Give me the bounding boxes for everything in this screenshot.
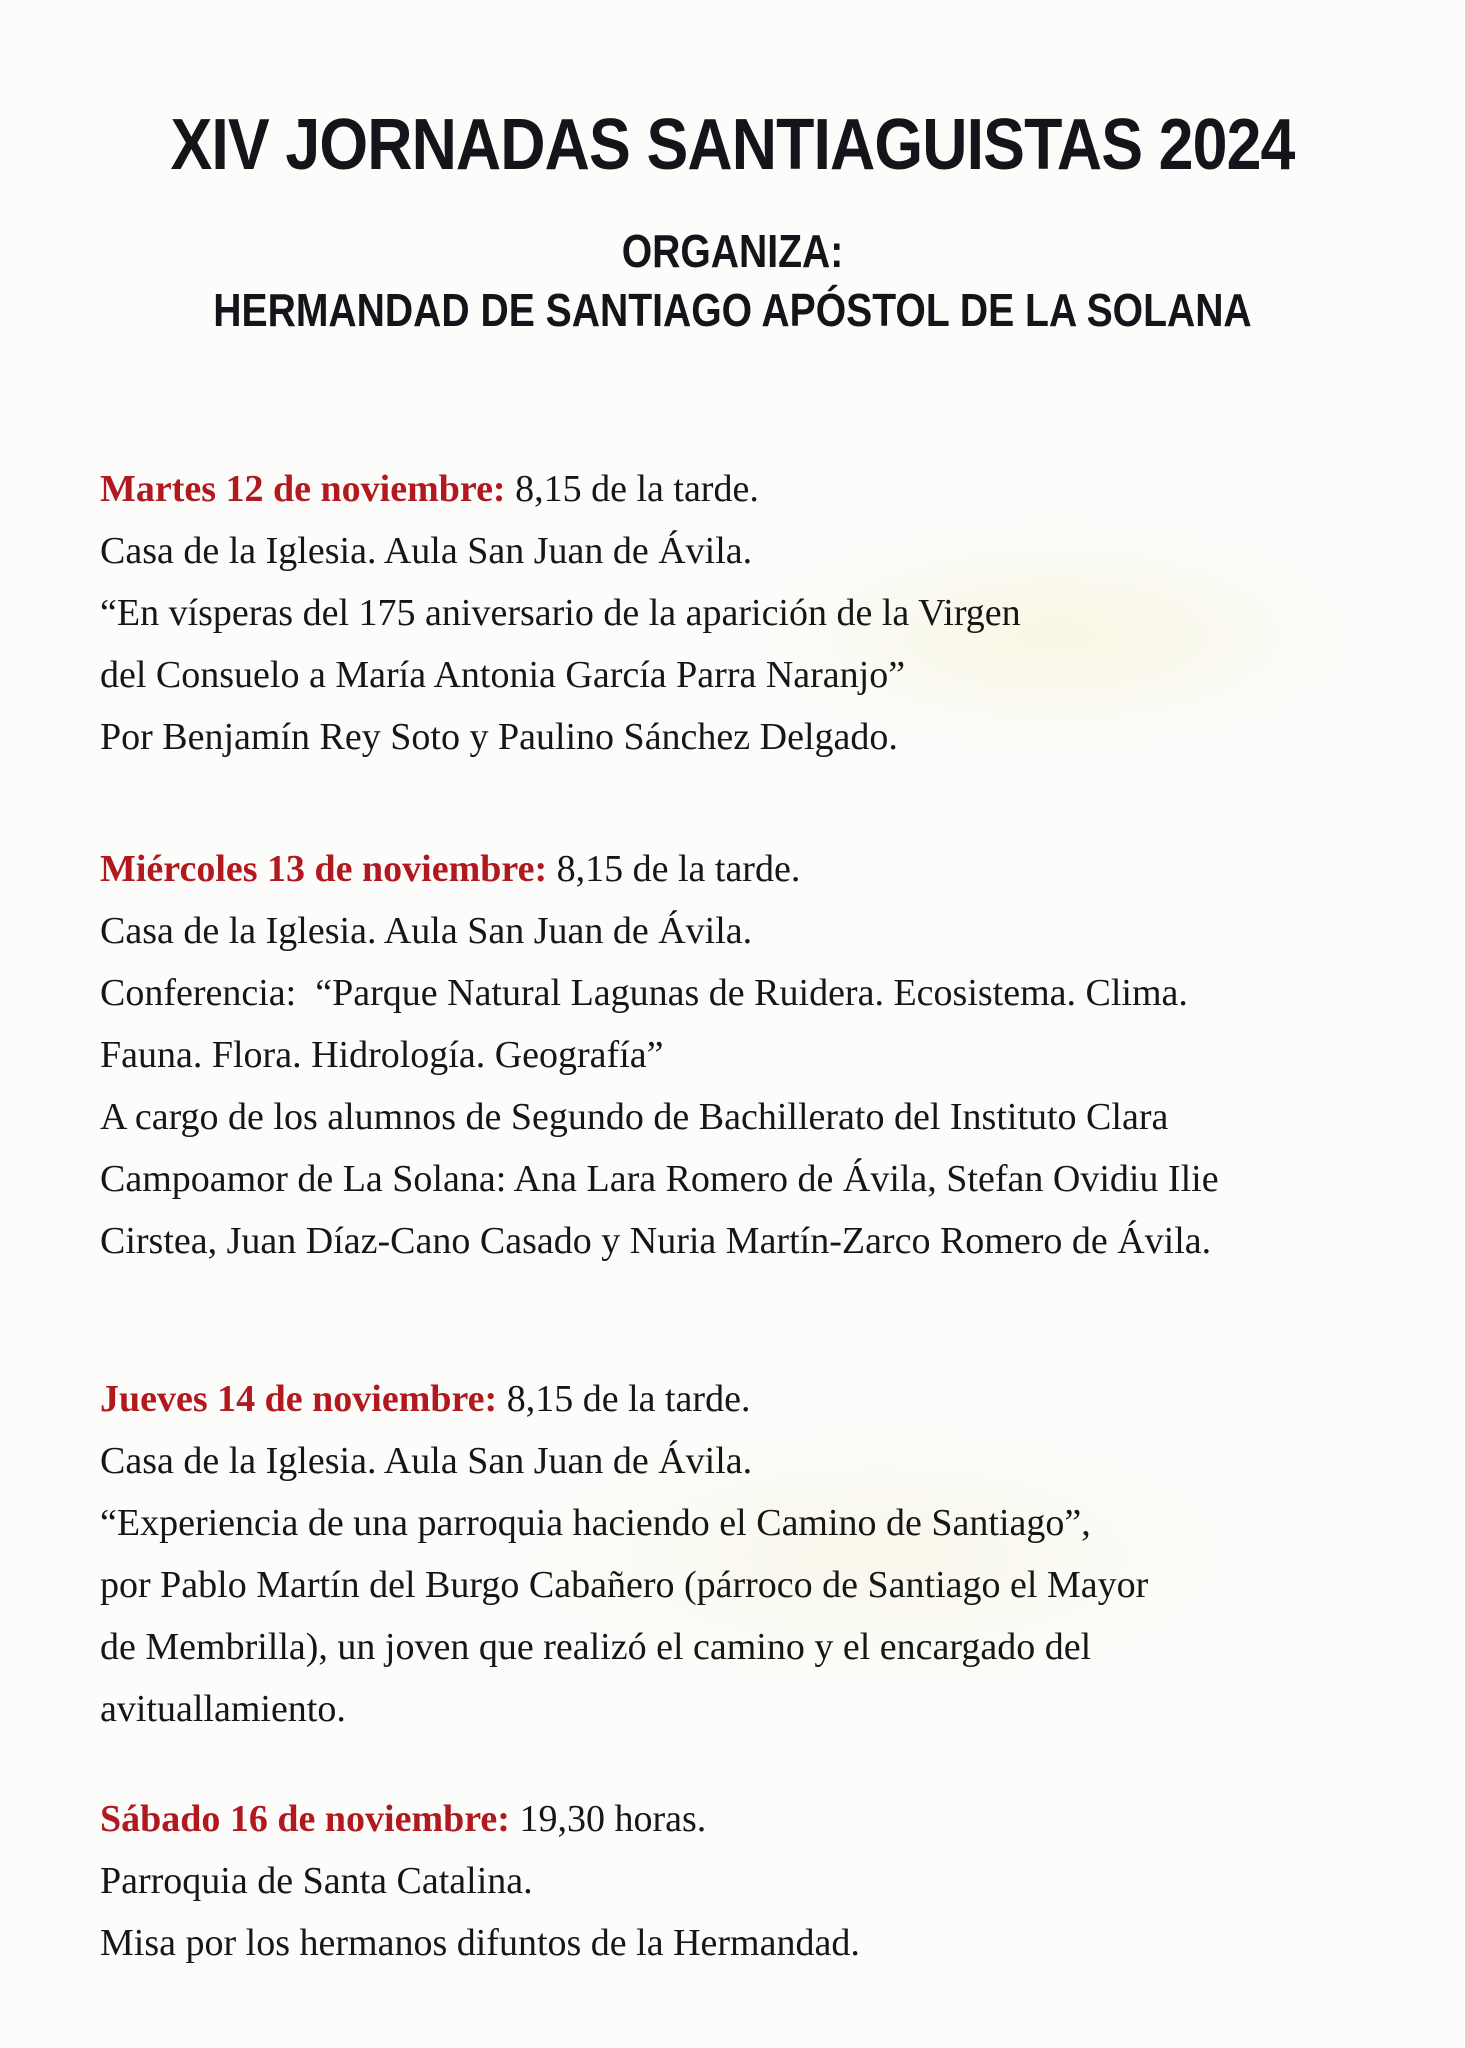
- event-detail-line: “Experiencia de una parroquia haciendo el Camino de Santiago”,: [100, 1502, 1091, 1544]
- event-detail-line: Casa de la Iglesia. Aula San Juan de Ávila.: [100, 1440, 753, 1482]
- event-time: 19,30 horas.: [509, 1798, 707, 1840]
- event-section-sabado-16: [100, 1788, 1420, 1974]
- event-date: Sábado 16 de noviembre:: [100, 1798, 510, 1840]
- event-detail-line: Fauna. Flora. Hidrología. Geografía”: [100, 1034, 664, 1076]
- event-time: 8,15 de la tarde.: [505, 468, 759, 510]
- event-detail-line: A cargo de los alumnos de Segundo de Bachillerato del Instituto Clara: [100, 1096, 1169, 1138]
- event-detail-line: Casa de la Iglesia. Aula San Juan de Ávila.: [100, 910, 753, 952]
- event-date: Miércoles 13 de noviembre:: [100, 848, 548, 890]
- page-title: XIV JORNADAS SANTIAGUISTAS 2024: [170, 105, 1295, 185]
- event-section-miercoles-13: [100, 838, 1420, 1272]
- event-date: Martes 12 de noviembre:: [100, 468, 506, 510]
- event-date: Jueves 14 de noviembre:: [100, 1378, 498, 1420]
- organizer-name: HERMANDAD DE SANTIAGO APÓSTOL DE LA SOLANA: [213, 284, 1252, 336]
- event-detail-line: de Membrilla), un joven que realizó el camino y el encargado del: [100, 1626, 1092, 1668]
- organizer-label: ORGANIZA:: [621, 225, 844, 277]
- event-heading: [100, 838, 1420, 900]
- event-detail-line: avituallamiento.: [100, 1688, 346, 1730]
- event-detail-line: Parroquia de Santa Catalina.: [100, 1860, 533, 1902]
- event-detail-line: por Pablo Martín del Burgo Cabañero (párroco de Santiago el Mayor: [100, 1564, 1149, 1606]
- event-heading: [100, 1788, 1420, 1850]
- event-detail-line: Cirstea, Juan Díaz-Cano Casado y Nuria Martín-Zarco Romero de Ávila.: [100, 1220, 1212, 1262]
- event-detail-line: Campoamor de La Solana: Ana Lara Romero de Ávila, Stefan Ovidiu Ilie: [100, 1158, 1219, 1200]
- event-heading: [100, 458, 1420, 520]
- event-heading: [100, 1368, 1420, 1430]
- event-time: 8,15 de la tarde.: [547, 848, 801, 890]
- event-detail-line: Misa por los hermanos difuntos de la Hermandad.: [100, 1922, 860, 1964]
- event-detail-line: Por Benjamín Rey Soto y Paulino Sánchez Delgado.: [100, 716, 898, 758]
- event-detail-line: “En vísperas del 175 aniversario de la aparición de la Virgen: [100, 592, 1021, 634]
- event-detail-line: Casa de la Iglesia. Aula San Juan de Ávila.: [100, 530, 753, 572]
- event-section-martes-12: [100, 458, 1420, 768]
- event-time: 8,15 de la tarde.: [497, 1378, 751, 1420]
- event-detail-line: del Consuelo a María Antonia García Parra Naranjo”: [100, 654, 906, 696]
- event-detail-line: Conferencia: “Parque Natural Lagunas de Ruidera. Ecosistema. Clima.: [100, 972, 1188, 1014]
- event-section-jueves-14: [100, 1368, 1420, 1740]
